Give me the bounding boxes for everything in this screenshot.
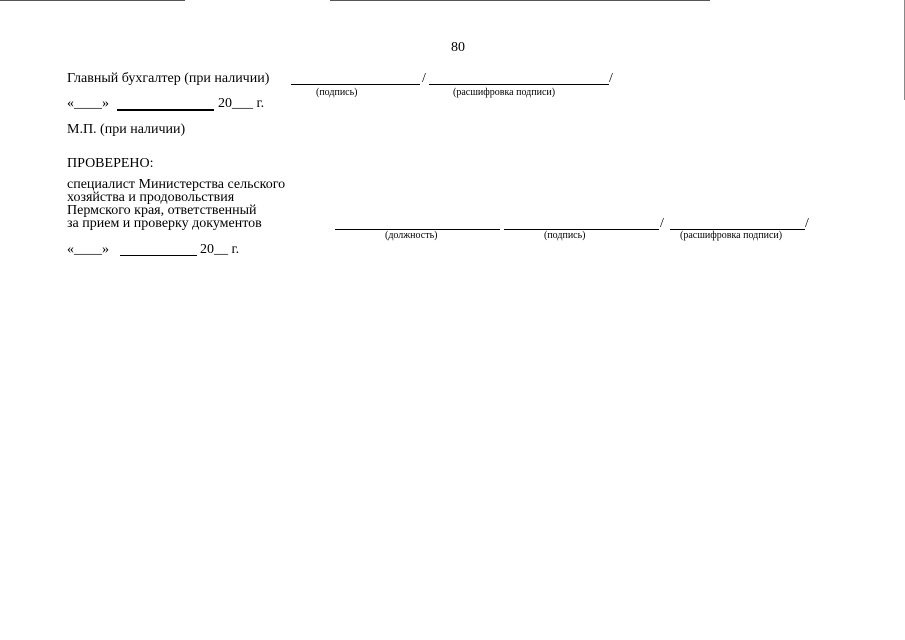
top-edge-line: [0, 0, 185, 1]
position-caption: (должность): [385, 230, 438, 241]
date-day-field: [67, 96, 109, 111]
chief-accountant-label: Главный бухгалтер (при наличии): [67, 71, 270, 86]
verified-heading: ПРОВЕРЕНО:: [67, 156, 154, 171]
signature-decoding-caption: (расшифровка подписи): [453, 87, 556, 98]
date-year-field: [218, 96, 264, 111]
year-prefix: 20: [200, 242, 214, 257]
date-year-field: [200, 242, 239, 257]
slash: /: [609, 71, 613, 86]
date-month-line: [120, 255, 197, 256]
day-blank: ____: [74, 242, 102, 257]
year-suffix: г.: [256, 96, 265, 111]
specialist-line: за прием и проверку документов: [67, 216, 262, 231]
year-prefix: 20: [218, 96, 232, 111]
stamp-label: М.П. (при наличии): [67, 122, 186, 137]
page-number: 80: [451, 40, 465, 55]
date-month-line: [117, 109, 214, 111]
signature-line: [291, 84, 420, 85]
slash: /: [422, 71, 426, 86]
slash: /: [660, 216, 664, 231]
signature-decoding-caption: (расшифровка подписи): [680, 230, 783, 241]
year-blank: ___: [232, 96, 253, 111]
day-blank: ____: [74, 96, 102, 111]
open-quote: «: [67, 242, 74, 257]
signature-caption: (подпись): [544, 230, 586, 241]
signature-caption: (подпись): [316, 87, 358, 98]
open-quote: «: [67, 96, 74, 111]
specialist-line: Пермского края, ответственный: [67, 203, 257, 218]
signature-decoding-line: [429, 84, 609, 85]
top-edge-line: [330, 0, 710, 1]
date-day-field: [67, 242, 109, 257]
specialist-line: специалист Министерства сельского: [67, 177, 286, 192]
year-suffix: г.: [231, 242, 240, 257]
specialist-line: хозяйства и продовольствия: [67, 190, 235, 205]
close-quote: »: [102, 242, 109, 257]
year-blank: __: [214, 242, 228, 257]
slash: /: [805, 216, 809, 231]
close-quote: »: [102, 96, 109, 111]
